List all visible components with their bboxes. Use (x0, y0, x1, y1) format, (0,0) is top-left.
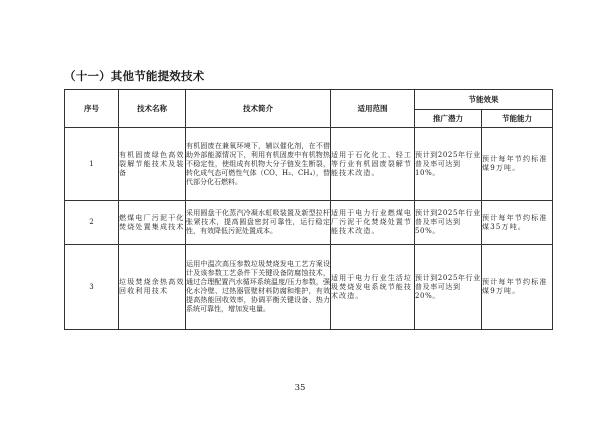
table-row (65, 128, 553, 201)
header-name: 技术名称 (119, 90, 186, 128)
page-number: 35 (294, 383, 306, 393)
section-title: （十一）其他节能提效技术 (64, 69, 205, 83)
table-row (65, 245, 553, 330)
table-row (65, 201, 553, 245)
header-effect: 节能效果 (415, 90, 553, 110)
technology-name: 有机固废绿色高效裂解节能技术及装备 (119, 128, 186, 201)
applicable-scope: 适用于石化化工、轻工等行业有机固废裂解节能技术改造。 (331, 128, 415, 201)
promotion-potential: 预计到2025年行业普及率可达到10%。 (415, 128, 482, 201)
applicable-scope: 适用于电力行业生活垃圾焚烧发电系统节能技术改造。 (331, 245, 415, 330)
row-index: 1 (65, 128, 119, 201)
energy-saving-capacity: 预计每年节约标准煤9万吨。 (482, 245, 553, 330)
row-index: 3 (65, 245, 119, 330)
energy-saving-capacity: 预计每年节约标准煤9万吨。 (482, 128, 553, 201)
technology-name: 燃煤电厂污泥干化焚烧处置集成技术 (119, 201, 186, 245)
header-row (65, 90, 553, 110)
header-intro: 技术简介 (186, 90, 331, 128)
header-scope: 适用范围 (331, 90, 415, 128)
row-index: 2 (65, 201, 119, 245)
promotion-potential: 预计到2025年行业普及率可达到20%。 (415, 245, 482, 330)
promotion-potential: 预计到2025年行业普及率可达到50%。 (415, 201, 482, 245)
applicable-scope: 适用于电力行业燃煤电厂污泥干化焚烧处置节能技术改造。 (331, 201, 415, 245)
technology-intro: 采用圆盘干化蒸汽冷凝水虹吸装置及新型拉杆张紧技术，提高圆盘密封可靠性，运行稳定性，有效降低污泥处置成本。 (186, 201, 331, 245)
energy-saving-capacity: 预计每年节约标准煤35万吨。 (482, 201, 553, 245)
technology-intro: 运用中温次高压参数垃圾焚烧发电工艺方案设计及该参数工艺条件下关键设备防腐蚀技术，通过合理配置汽水循环系统温度/压力参数，强化水冷壁、过热器管壁材料防腐和维护，有效提高热能回收效率，协调平衡关键设备、热力系统可靠性，增加发电量。 (186, 245, 331, 330)
technology-table (64, 89, 553, 330)
technology-name: 垃圾焚烧余热高效回收利用技术 (119, 245, 186, 330)
header-potential: 推广潜力 (415, 110, 482, 128)
header-capacity: 节能能力 (482, 110, 553, 128)
technology-intro: 有机固废在兼氧环境下，辅以催化剂，在不借助外部能源情况下，利用有机固废中有机物热不稳定性，使组成有机物大分子链发生断裂，转化成气态可燃性气体（CO、H₂、CH₄），替代部分化石燃料。 (186, 128, 331, 201)
header-index: 序号 (65, 90, 119, 128)
